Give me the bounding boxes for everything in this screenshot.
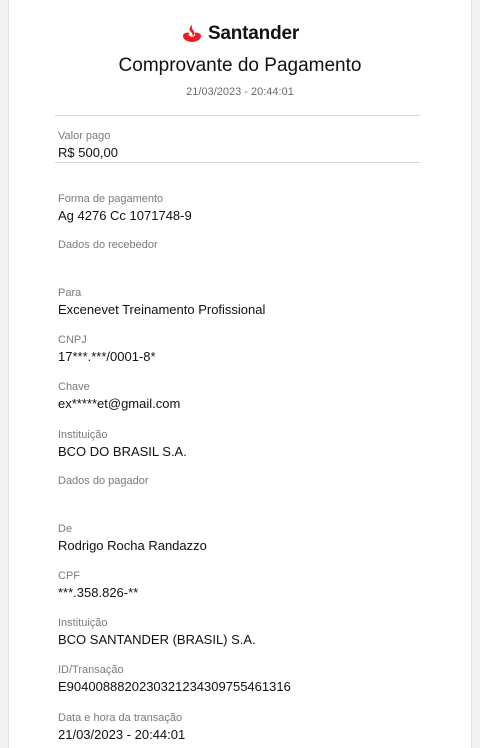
receipt-datetime: 21/03/2023 - 20:44:01 <box>186 86 294 98</box>
payer-name-field <box>58 522 438 554</box>
cnpj-value: 17***.***/0001-8* <box>58 349 156 364</box>
payer-institution-label: Instituição <box>58 617 108 629</box>
payment-method-value: Ag 4276 Cc 1071748-9 <box>58 208 192 223</box>
receiver-name-field <box>58 286 438 318</box>
divider <box>55 115 420 116</box>
payer-section-title: Dados do pagador <box>58 475 149 487</box>
cpf-field <box>58 569 438 601</box>
page-title: Comprovante do Pagamento <box>118 55 362 76</box>
receiver-institution-label: Instituição <box>58 429 108 441</box>
payment-method-field <box>58 192 438 224</box>
flame-icon <box>181 24 203 44</box>
pix-key-value: ex*****et@gmail.com <box>58 396 181 411</box>
payer-name-value: Rodrigo Rocha Randazzo <box>58 538 207 553</box>
receiver-section-title: Dados do recebedor <box>58 239 158 251</box>
transaction-datetime-label: Data e hora da transação <box>58 712 183 724</box>
payer-institution-field <box>58 616 438 648</box>
receipt-card <box>8 0 472 748</box>
amount-field <box>58 129 438 161</box>
transaction-id-value: E90400888202303212343097554613​16 <box>58 679 291 694</box>
cpf-label: CPF <box>58 570 80 582</box>
receiver-institution-field <box>58 428 438 460</box>
transaction-datetime-value: 21/03/2023 - 20:44:01 <box>58 727 186 742</box>
brand-name: Santander <box>207 23 300 44</box>
amount-label: Valor pago <box>58 130 111 142</box>
transaction-id-field <box>58 663 438 695</box>
payment-method-label: Forma de pagamento <box>58 193 164 205</box>
pix-key-field <box>58 380 438 412</box>
pix-key-label: Chave <box>58 381 90 393</box>
cnpj-label: CNPJ <box>58 334 87 346</box>
divider <box>55 162 420 163</box>
receiver-name-value: Excenevet Treinamento Profissional <box>58 302 266 317</box>
transaction-datetime-field <box>58 711 438 743</box>
cpf-value: ***.358.826-** <box>58 585 139 600</box>
payer-name-label: De <box>58 523 73 535</box>
transaction-id-label: ID/Transação <box>58 664 124 676</box>
receiver-institution-value: BCO DO BRASIL S.A. <box>58 444 187 459</box>
receiver-name-label: Para <box>58 287 82 299</box>
cnpj-field <box>58 333 438 365</box>
payer-institution-value: BCO SANTANDER (BRASIL) S.A. <box>58 632 256 647</box>
brand-logo <box>9 20 471 48</box>
amount-value: R$ 500,00 <box>58 145 118 160</box>
